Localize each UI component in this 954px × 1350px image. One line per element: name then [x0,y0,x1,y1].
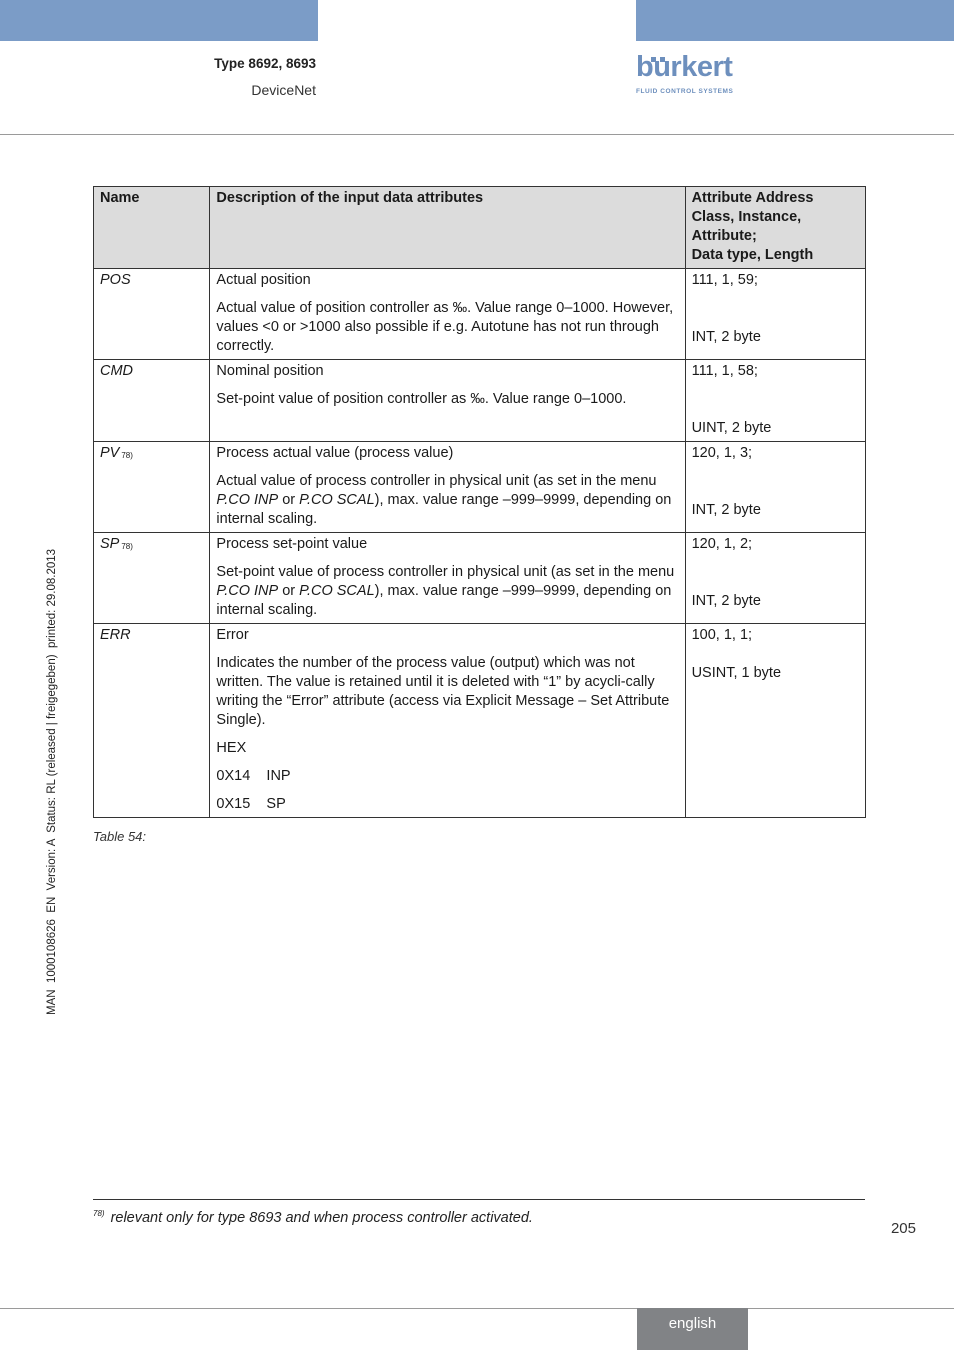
footnote-divider [93,1199,865,1200]
row-name-text: SP [100,536,120,552]
row-address: 120, 1, 2; [691,536,753,552]
hex-entry [216,767,679,786]
language-tab: english [637,1308,748,1350]
row-text: Indicates the number of the process value (output) which was not written. The value is retained until it is deleted with “1” by acycli-cally writing the “Error” attribute (access via Explicit Message – Set Attribute Single). [216,655,670,728]
footer-divider [0,1308,954,1309]
header-attribute-line: Attribute Address [691,190,814,206]
row-datatype: UINT, 2 byte [691,420,772,436]
row-name-text: POS [100,272,131,288]
table-row [94,533,866,624]
row-text [216,472,679,529]
row-description [210,360,685,442]
menu-reference: P.CO SCAL [299,583,375,599]
row-datatype: USINT, 1 byte [691,665,782,681]
row-name [94,624,210,818]
footnote-marker: 78) [93,1209,105,1218]
row-title: Error [216,627,249,643]
table-row [94,442,866,533]
logo-wordmark: burkert [636,51,733,83]
row-address: 111, 1, 58; [691,363,758,379]
hex-entry [216,795,679,814]
header-name: Name [94,187,210,269]
hex-code: 0X14 [216,768,251,784]
document-subtitle: DeviceNet [251,82,316,98]
row-description [210,624,685,818]
header-bar-right [636,0,954,41]
row-attribute [685,624,865,818]
row-title: Actual position [216,272,311,288]
row-datatype: INT, 2 byte [691,502,761,518]
table-row [94,624,866,818]
logo-tagline: FLUID CONTROL SYSTEMS [636,88,734,95]
hex-label: HEX [216,740,247,756]
header-description: Description of the input data attributes [210,187,685,269]
row-name [94,533,210,624]
header-attribute-line: Class, Instance, [691,209,802,225]
row-address: 120, 1, 3; [691,445,753,461]
row-datatype: INT, 2 byte [691,329,761,345]
row-text: Actual value of position controller as ‰. Value range 0–1000. However, values <0 or >1000 also possible if e.g. Autotune has not run through correctly. [216,300,674,354]
row-datatype: INT, 2 byte [691,593,761,609]
header-divider [0,134,954,135]
row-name [94,442,210,533]
header-bar-left [0,0,318,41]
table-header-row [94,187,866,269]
row-description [210,442,685,533]
footnote-text: relevant only for type 8693 and when process controller activated. [110,1209,533,1226]
row-name-text: CMD [100,363,134,379]
row-attribute [685,269,865,360]
hex-value: INP [266,768,291,784]
header-attribute-line: Data type, Length [691,247,814,263]
hex-code: 0X15 [216,796,251,812]
document-title: Type 8692, 8693 [214,56,316,71]
row-text-part: ), max. value range –999–9999, depending on internal scaling. [216,583,672,618]
row-text-part: or [278,583,300,599]
row-title: Process set-point value [216,536,368,552]
row-title: Nominal position [216,363,324,379]
table-row [94,360,866,442]
footnote-reference: 78) [121,542,133,551]
row-description [210,533,685,624]
row-text-part: Actual value of process controller in physical unit (as set in the menu [216,473,657,489]
row-name-text: ERR [100,627,131,643]
menu-reference: P.CO SCAL [299,492,375,508]
row-title: Process actual value (process value) [216,445,454,461]
row-text-part: or [278,492,300,508]
row-address: 111, 1, 59; [691,272,758,288]
row-address: 100, 1, 1; [691,627,753,643]
row-text: Set-point value of position controller as ‰. Value range 0–1000. [216,391,627,407]
row-name [94,360,210,442]
row-attribute [685,442,865,533]
row-text [216,563,679,620]
menu-reference: P.CO INP [216,583,279,599]
header-attribute [685,187,865,269]
row-attribute [685,360,865,442]
row-attribute [685,533,865,624]
footnote-reference: 78) [121,451,133,460]
document-metadata-vertical: MAN 1000108626 EN Version: A Status: RL (released | freigegeben) printed: 29.08.2013 [46,548,58,1015]
hex-value: SP [266,796,286,812]
footnote [93,1209,533,1226]
row-text-part: ), max. value range –999–9999, depending on internal scaling. [216,492,672,527]
table-row [94,269,866,360]
row-name-text: PV [100,445,120,461]
row-text-part: Set-point value of process controller in physical unit (as set in the menu [216,564,675,580]
table-caption: Table 54: [93,829,147,844]
burkert-logo [636,51,746,97]
row-description [210,269,685,360]
row-name [94,269,210,360]
menu-reference: P.CO INP [216,492,279,508]
page-number: 205 [890,1220,916,1237]
input-data-attributes-table [93,186,866,818]
header-attribute-line: Attribute; [691,228,757,244]
